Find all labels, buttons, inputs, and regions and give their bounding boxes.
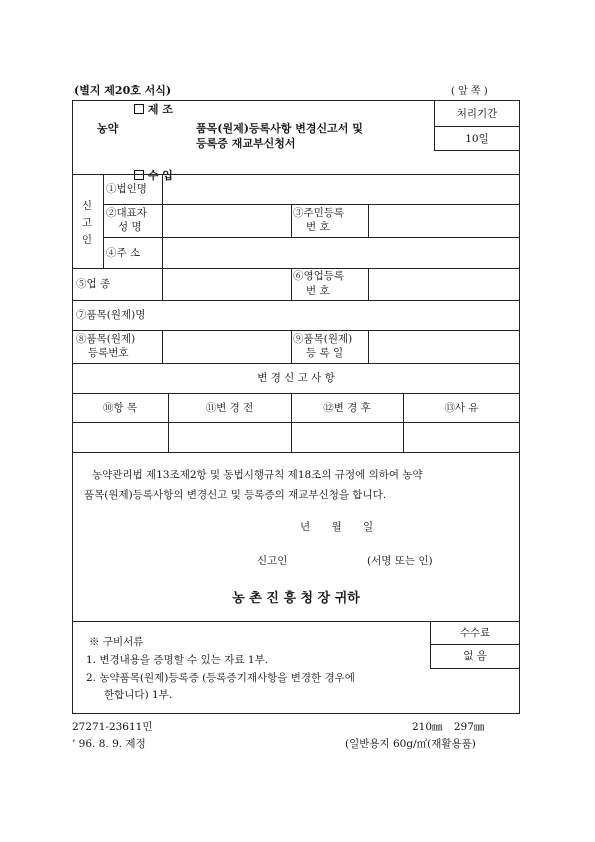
- business-field[interactable]: [163, 269, 290, 299]
- product-reg-no-label-1: ⑧품목(원제): [76, 333, 136, 345]
- product-reg-date-label-1: ⑨품목(원제): [293, 333, 353, 345]
- business-reg-label-1: ⑥영업등록: [293, 270, 345, 282]
- documents-item-1: 1. 변경내용을 증명할 수 있는 자료 1부.: [86, 654, 269, 666]
- footer-paper: (일반용지 60g/㎡(재활용품): [345, 738, 476, 750]
- product-name-label: ⑦품목(원제)명: [76, 309, 146, 321]
- product-name-field[interactable]: [163, 301, 519, 329]
- checkbox-import[interactable]: [134, 170, 144, 180]
- changes-title: 변 경 신 고 사 항: [257, 372, 335, 384]
- title-prefix: 농약: [97, 122, 119, 135]
- declaration-applicant: 신고인: [257, 555, 288, 567]
- corp-name-field[interactable]: [163, 175, 519, 203]
- rep-name-label-1: ②대표자: [106, 207, 147, 219]
- changes-after-field[interactable]: [292, 423, 402, 451]
- address-field[interactable]: [163, 238, 519, 267]
- footer-size: 210㎜ 297㎜: [412, 721, 485, 733]
- reporter-group-label: 신고인: [81, 200, 93, 246]
- title-line1: 품목(원제)등록사항 변경신고서 및: [196, 122, 363, 135]
- corp-name-label: ①법인명: [106, 183, 147, 195]
- product-reg-date-field[interactable]: [369, 331, 519, 362]
- changes-before-field[interactable]: [169, 423, 290, 451]
- changes-col-reason: ⑬사 유: [444, 402, 479, 414]
- option-import[interactable]: 수 입: [134, 167, 173, 174]
- declaration-date: 년 월 일: [300, 521, 374, 533]
- processing-value: 10일: [465, 133, 489, 145]
- business-label: ⑤업 종: [76, 278, 111, 290]
- resident-no-field[interactable]: [369, 205, 519, 236]
- rep-name-label-2: 성 명: [118, 221, 142, 233]
- footer-code: 27271-23611민: [72, 721, 153, 733]
- processing-label: 처리기간: [456, 108, 498, 120]
- business-reg-field[interactable]: [369, 269, 519, 299]
- declaration-text-2: 품목(원제)등록사항의 변경신고 및 등록증의 재교부신청을 합니다.: [84, 489, 387, 501]
- page-side: ( 앞 쪽 ): [451, 86, 488, 97]
- fee-label: 수수료: [459, 627, 491, 639]
- documents-item-2a: 2. 농약품목(원제)등록증 (등록증기재사항을 변경한 경우에: [86, 672, 355, 684]
- option-manufacture[interactable]: 제 조: [134, 103, 173, 117]
- address-label: ④주 소: [106, 247, 141, 259]
- documents-title: ※ 구비서류: [89, 636, 144, 648]
- business-reg-label-2: 번 호: [306, 285, 330, 297]
- changes-col-item: ⑩항 목: [102, 402, 138, 414]
- declaration-text-1: 농약관리법 제13조제2항 및 동법시행규칙 제18조의 규정에 의하여 농약: [92, 469, 423, 481]
- form-number: (별지 제20호 서식): [74, 84, 172, 97]
- changes-col-after: ⑫변 경 후: [323, 402, 371, 414]
- declaration-signature: (서명 또는 인): [367, 555, 433, 567]
- changes-item-field[interactable]: [73, 423, 167, 451]
- checkbox-manufacture[interactable]: [134, 104, 144, 114]
- resident-no-label-2: 번 호: [306, 221, 330, 233]
- title-line2: 등록증 재교부신청서: [196, 137, 296, 150]
- documents-item-2b: 한합니다) 1부.: [104, 689, 173, 701]
- resident-no-label-1: ③주민등록: [293, 207, 345, 219]
- addressee: 농 촌 진 흥 청 장 귀하: [232, 591, 360, 606]
- fee-value: 없 음: [463, 650, 487, 662]
- changes-col-before: ⑪변 경 전: [205, 402, 254, 414]
- changes-reason-field[interactable]: [404, 423, 519, 451]
- product-reg-date-label-2: 등 록 일: [306, 347, 344, 359]
- product-reg-no-label-2: 등록번호: [88, 347, 129, 359]
- footer-enacted: ’ 96. 8. 9. 제정: [72, 738, 146, 750]
- rep-name-field[interactable]: [163, 205, 290, 236]
- product-reg-no-field[interactable]: [163, 331, 290, 362]
